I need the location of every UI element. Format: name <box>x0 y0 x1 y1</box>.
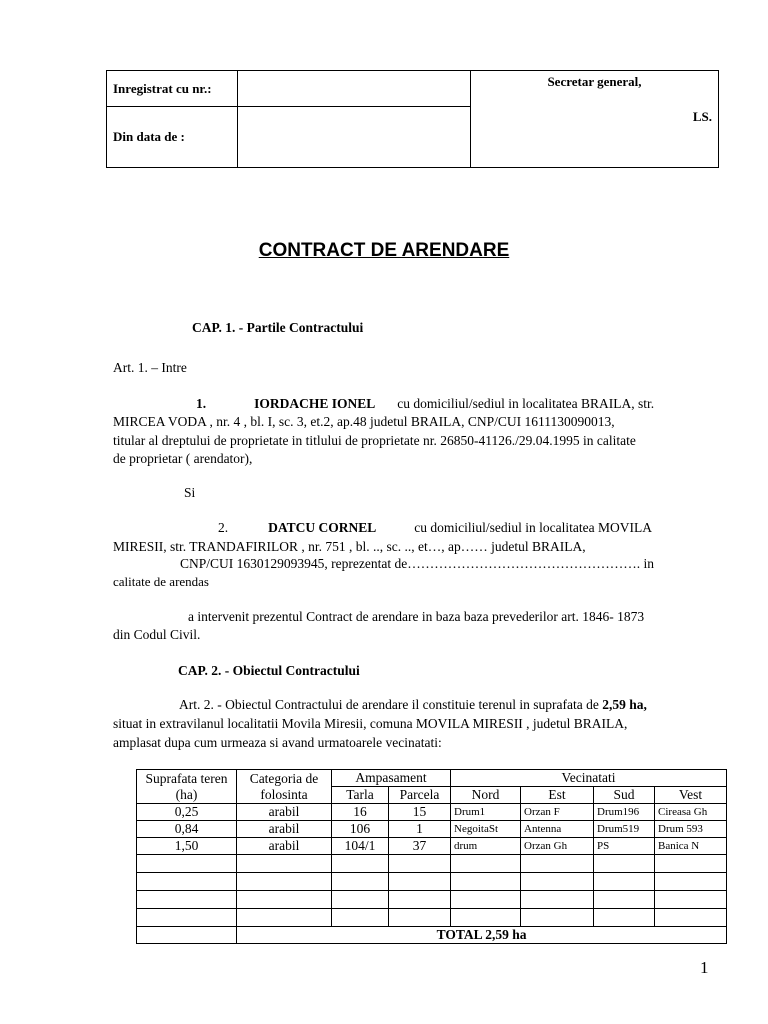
party2-line1-rest: cu domiciliul/sediul in localitatea MOVILA <box>414 520 652 535</box>
cell-category: arabil <box>237 821 332 838</box>
intervention-line1: a intervenit prezentul Contract de arendare in baza baza prevederilor art. 1846- 1873 <box>188 609 645 624</box>
cell-area: 0,84 <box>137 821 237 838</box>
cell-nord: drum <box>451 838 521 855</box>
total-row <box>137 927 727 944</box>
header-vest: Vest <box>655 787 727 804</box>
party1-line2: MIRCEA VODA , nr. 4 , bl. I, sc. 3, et.2, ap.48 judetul BRAILA, CNP/CUI 1611130090013, <box>113 414 615 429</box>
empty-row <box>137 873 727 891</box>
cell-category: arabil <box>237 838 332 855</box>
table-row <box>137 821 727 838</box>
header-neighbors: Vecinatati <box>451 770 727 787</box>
cell-sud: PS <box>594 838 655 855</box>
date-label: Din data de : <box>107 107 238 168</box>
cell-est: Antenna <box>521 821 594 838</box>
total-cell: TOTAL 2,59 ha <box>237 927 727 944</box>
header-nord: Nord <box>451 787 521 804</box>
party2-number: 2. <box>218 520 229 535</box>
cell-parcela: 37 <box>389 838 451 855</box>
party2-line1 <box>218 520 652 536</box>
cell-sud: Drum519 <box>594 821 655 838</box>
party1-number: 1. <box>196 396 207 411</box>
table-row <box>137 838 727 855</box>
header-tarla: Tarla <box>332 787 389 804</box>
registered-label: Inregistrat cu nr.: <box>107 71 238 107</box>
art2-line1-text: Art. 2. - Obiectul Contractului de arendare il constituie terenul in suprafata de <box>179 697 603 712</box>
header-area: Suprafata teren (ha) <box>137 770 237 804</box>
header-parcela: Parcela <box>389 787 451 804</box>
land-table <box>136 769 727 944</box>
cell-tarla: 16 <box>332 804 389 821</box>
cell-est: Orzan Gh <box>521 838 594 855</box>
secretary-label: Secretar general, <box>547 74 642 89</box>
cell-parcela: 1 <box>389 821 451 838</box>
date-field[interactable] <box>238 107 471 168</box>
party1-line3: titular al dreptului de proprietate in titlului de proprietate nr. 26850-41126./29.04.1995 in calitate <box>113 433 636 448</box>
cell-category: arabil <box>237 804 332 821</box>
cell-vest: Banica N <box>655 838 727 855</box>
header-location: Ampasament <box>332 770 451 787</box>
page-number: 1 <box>700 958 709 977</box>
cell-nord: Drum1 <box>451 804 521 821</box>
empty-row <box>137 909 727 927</box>
party1-line1 <box>196 396 654 412</box>
party1-line4: de proprietar ( arendator), <box>113 451 253 466</box>
header-category: Categoria de folosinta <box>237 770 332 804</box>
cell-tarla: 106 <box>332 821 389 838</box>
cell-area: 1,50 <box>137 838 237 855</box>
document-title: CONTRACT DE ARENDARE <box>258 240 510 261</box>
party2-line4: calitate de arendas <box>113 574 209 589</box>
empty-row <box>137 855 727 873</box>
cell-parcela: 15 <box>389 804 451 821</box>
cell-sud: Drum196 <box>594 804 655 821</box>
cell-est: Orzan F <box>521 804 594 821</box>
cell-area: 0,25 <box>137 804 237 821</box>
art2-area: 2,59 ha, <box>602 697 647 712</box>
ls-label: LS. <box>692 109 712 124</box>
art2-line2: situat in extravilanul localitatii Movila Miresii, comuna MOVILA MIRESII , judetul BRAILA, <box>113 716 628 731</box>
art2-line1 <box>179 697 647 713</box>
empty-row <box>137 891 727 909</box>
header-est: Est <box>521 787 594 804</box>
cell-vest: Drum 593 <box>655 821 727 838</box>
and-label: Si <box>184 485 196 500</box>
cell-nord: NegoitaSt <box>451 821 521 838</box>
header-sud: Sud <box>594 787 655 804</box>
party1-line1-rest: cu domiciliul/sediul in localitatea BRAILA, str. <box>397 396 655 411</box>
party2-line2: MIRESII, str. TRANDAFIRILOR , nr. 751 , bl. .., sc. .., et…, ap…… judetul BRAILA, <box>113 539 586 554</box>
art2-line3: amplasat dupa cum urmeaza si avand urmatoarele vecinatati: <box>113 735 442 750</box>
cell-tarla: 104/1 <box>332 838 389 855</box>
registered-number-field[interactable] <box>238 71 471 107</box>
party2-line3: CNP/CUI 1630129093945, reprezentat de……………………………………………. in <box>180 556 654 571</box>
cell-vest: Cireasa Gh <box>655 804 727 821</box>
secretary-cell <box>471 71 719 168</box>
table-row <box>137 804 727 821</box>
art1-label: Art. 1. – Intre <box>113 360 187 375</box>
cap2-heading: CAP. 2. - Obiectul Contractului <box>178 663 360 678</box>
party1-name: IORDACHE IONEL <box>254 396 376 411</box>
intervention-line2: din Codul Civil. <box>113 627 201 642</box>
registry-table <box>106 70 719 168</box>
party2-name: DATCU CORNEL <box>268 520 377 535</box>
cap1-heading: CAP. 1. - Partile Contractului <box>192 320 364 335</box>
